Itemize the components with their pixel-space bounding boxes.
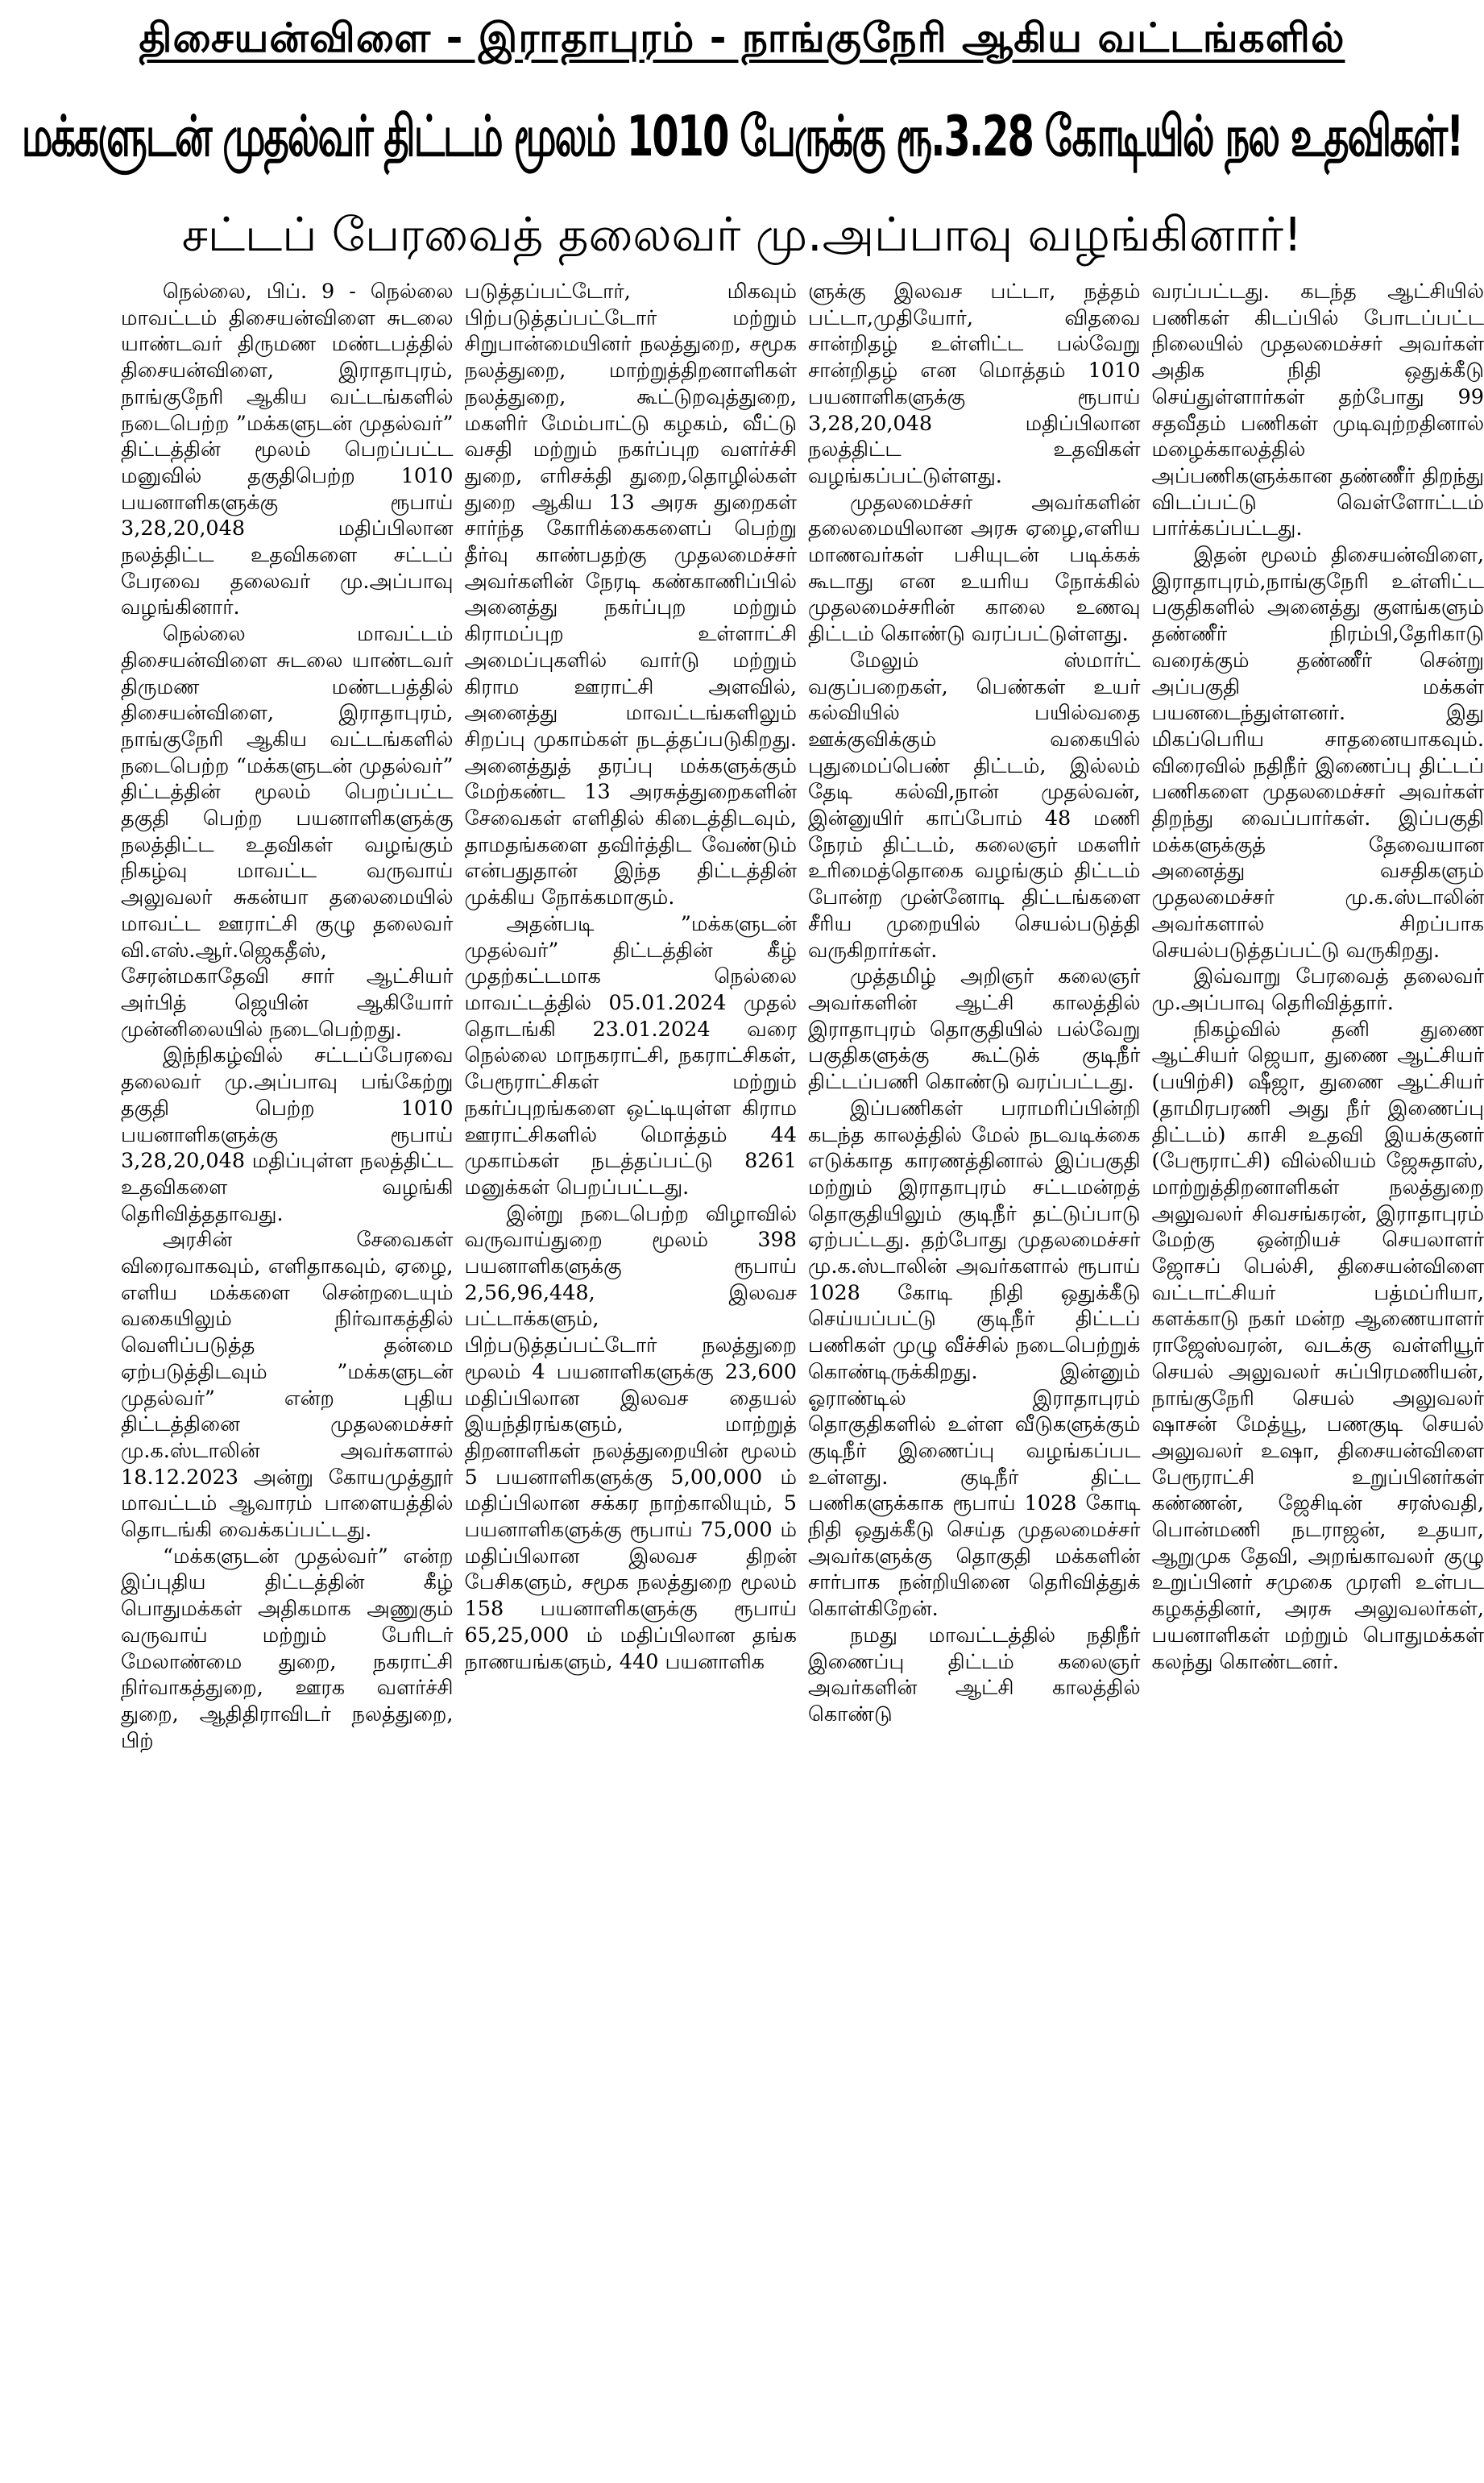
subheadline-text: சட்டப் பேரவைத் தலைவர் மு.அப்பாவு வழங்கினார்! — [181, 207, 1303, 262]
paragraph: மேலும் ஸ்மார்ட் வகுப்பறைகள், பெண்கள் உயர் கல்வியில் பயில்வதை ஊக்குவிக்கும் வகையில் புதுமைப்பெண் திட்டம், இல்லம் தேடி கல்வி,நான் முதல்வன், இன்னுயிர் காப்போம் 48 மணி நேரம் திட்டம், கலைஞர் மகளிர் உரிமைத்தொகை வழங்கும் திட்டம் போன்ற முன்னோடி திட்டங்களை சீரிய முறையில் செயல்படுத்தி வருகிறார்கள். — [808, 648, 1141, 963]
article-body — [121, 279, 1484, 2483]
paragraph: ளுக்கு இலவச பட்டா, நத்தம் பட்டா,முதியோர், விதவை சான்றிதழ் உள்ளிட்ட பல்வேறு சான்றிதழ் என மொத்தம் 1010 பயனாளிகளுக்கு ரூபாய் 3,28,20,048 மதிப்பிலான நலத்திட்ட உதவிகள் வழங்கப்பட்டுள்ளது. — [808, 280, 1141, 488]
column-1 — [121, 279, 454, 2483]
kicker-text: திசையன்விளை - இராதாபுரம் - நாங்குநேரி ஆகிய வட்டங்களில் — [139, 14, 1345, 61]
column-2 — [465, 279, 798, 2483]
paragraph: நெல்லை, பிப். 9 - நெல்லை மாவட்டம் திசையன்விளை சுடலை யாண்டவர் திருமண மண்டபத்தில் திசையன்விளை, இராதாபுரம், நாங்குநேரி ஆகிய வட்டங்களில் நடைபெற்ற ”மக்களுடன் முதல்வர்” திட்டத்தின் மூலம் பெறப்பட்ட மனுவில் தகுதிபெற்ற 1010 பயனாளிகளுக்கு ரூபாய் 3,28,20,048 மதிப்பிலான நலத்திட்ட உதவிகளை சட்டப் பேரவை தலைவர் மு.அப்பாவு வழங்கினார். — [121, 280, 454, 620]
paragraph: அதன்படி ”மக்களுடன் முதல்வர்” திட்டத்தின் கீழ் முதற்கட்டமாக நெல்லை மாவட்டத்தில் 05.01.2024 முதல் தொடங்கி 23.01.2024 வரை நெல்லை மாநகராட்சி, நகராட்சிகள், பேரூராட்சிகள் மற்றும் நகர்ப்புறங்களை ஒட்டியுள்ள கிராம ஊராட்சிகளில் மொத்தம் 44 முகாம்கள் நடத்தப்பட்டு 8261 மனுக்கள் பெறப்பட்டது. — [464, 911, 797, 1200]
paragraph: இப்பணிகள் பராமரிப்பின்றி கடந்த காலத்தில் மேல் நடவடிக்கை எடுக்காத காரணத்தினால் இப்பகுதி மற்றும் இராதாபுரம் சட்டமன்றத் தொகுதியிலும் குடிநீர் தட்டுப்பாடு ஏற்பட்டது. தற்போது முதலமைச்சர் மு.க.ஸ்டாலின் அவர்களால் ரூபாய் 1028 கோடி நிதி ஒதுக்கீடு செய்யப்பட்டு குடிநீர் திட்டப் பணிகள் முழு வீச்சில் நடைபெற்றுக் கொண்டிருக்கிறது. இன்னும் ஓராண்டில் இராதாபுரம் தொகுதிகளில் உள்ள வீடுகளுக்கும் குடிநீர் இணைப்பு வழங்கப்பட உள்ளது. குடிநீர் திட்ட பணிகளுக்காக ரூபாய் 1028 கோடி நிதி ஒதுக்கீடு செய்த முதலமைச்சர் அவர்களுக்கு தொகுதி மக்களின் சார்பாக நன்றியினை தெரிவித்துக் கொள்கிறேன். — [808, 1096, 1141, 1622]
column-3 — [808, 279, 1141, 2483]
paragraph: இதன் மூலம் திசையன்விளை, இராதாபுரம்,நாங்குநேரி உள்ளிட்ட பகுதிகளில் அனைத்து குளங்களும் தண்ணீர் நிரம்பி,தேரிகாடு வரைக்கும் தண்ணீர் சென்று அப்பகுதி மக்கள் பயனடைந்துள்ளனர். இது மிகப்பெரிய சாதனையாகவும். விரைவில் நதிநீர் இணைப்பு திட்டப் பணிகளை முதலமைச்சர் அவர்கள் திறந்து வைப்பார்கள். இப்பகுதி மக்களுக்குத் தேவையான அனைத்து வசதிகளும் முதலமைச்சர் மு.க.ஸ்டாலின் அவர்களால் சிறப்பாக செயல்படுத்தப்பட்டு வருகிறது. — [1151, 543, 1484, 963]
paragraph: முத்தமிழ் அறிஞர் கலைஞர் அவர்களின் ஆட்சி காலத்தில் இராதாபுரம் தொகுதியில் பல்வேறு பகுதிகளுக்கு கூட்டுக் குடிநீர் திட்டப்பணி கொண்டு வரப்பட்டது. — [808, 964, 1141, 1095]
paragraph: “மக்களுடன் முதல்வர்” என்ற இப்புதிய திட்டத்தின் கீழ் பொதுமக்கள் அதிகமாக அணுகும் வருவாய் மற்றும் பேரிடர் மேலாண்மை துறை, நகராட்சி நிர்வாகத்துறை, ஊரக வளர்ச்சி துறை, ஆதிதிராவிடர் நலத்துறை, பிற் — [121, 1544, 454, 1753]
paragraph: நமது மாவட்டத்தில் நதிநீர் இணைப்பு திட்டம் கலைஞர் அவர்களின் ஆட்சி காலத்தில் கொண்டு — [808, 1623, 1141, 1726]
headline-text: மக்களுடன் முதல்வர் திட்டம் மூலம் 1010 பேருக்கு ரூ.3.28 கோடியில் நல உதவிகள்! — [21, 104, 1463, 170]
article-subheadline — [0, 201, 1484, 274]
article-headline — [0, 84, 1484, 197]
paragraph: நெல்லை மாவட்டம் திசையன்விளை சுடலை யாண்டவர் திருமண மண்டபத்தில் திசையன்விளை, இராதாபுரம், நாங்குநேரி ஆகிய வட்டங்களில் நடைபெற்ற “மக்களுடன் முதல்வர்” திட்டத்தின் மூலம் பெறப்பட்ட தகுதி பெற்ற பயனாளிகளுக்கு நலத்திட்ட உதவிகள் வழங்கும் நிகழ்வு மாவட்ட வருவாய் அலுவலர் சுகன்யா தலைமையில் மாவட்ட ஊராட்சி குழு தலைவர் வி.எஸ்.ஆர்.ஜெகதீஸ், சேரன்மகாதேவி சார் ஆட்சியர் அர்பித் ஜெயின் ஆகியோர் முன்னிலையில் நடைபெற்றது. — [121, 622, 454, 1042]
column-4 — [1152, 279, 1484, 2483]
paragraph: அரசின் சேவைகள் விரைவாகவும், எளிதாகவும், ஏழை, எளிய மக்களை சென்றடையும் வகையிலும் நிர்வாகத்தில் வெளிப்படுத்த தன்மை ஏற்படுத்திடவும் ”மக்களுடன் முதல்வர்” என்ற புதிய திட்டத்தினை முதலமைச்சர் மு.க.ஸ்டாலின் அவர்களால் 18.12.2023 அன்று கோயமுத்தூர் மாவட்டம் ஆவாரம் பாளையத்தில் தொடங்கி வைக்கப்பட்டது. — [121, 1228, 454, 1543]
article-kicker — [0, 0, 1484, 81]
paragraph: இவ்வாறு பேரவைத் தலைவர் மு.அப்பாவு தெரிவித்தார். — [1151, 964, 1484, 1015]
paragraph: முதலமைச்சர் அவர்களின் தலைமையிலான அரசு ஏழை,எளிய மாணவர்கள் பசியுடன் படிக்கக் கூடாது என உயரிய நோக்கில் முதலமைச்சரின் காலை உணவு திட்டம் கொண்டு வரப்பட்டுள்ளது. — [808, 490, 1141, 647]
paragraph: நிகழ்வில் தனி துணை ஆட்சியர் ஜெயா, துணை ஆட்சியர் (பயிற்சி) ஷீஜா, துணை ஆட்சியர் (தாமிரபரணி அது நீர் இணைப்பு திட்டம்) காசி உதவி இயக்குனர் (பேரூராட்சி) வில்லியம் ஜேசுதாஸ், மாற்றுத்திறனாளிகள் நலத்துறை அலுவலர் சிவசங்கரன், இராதாபுரம் மேற்கு ஒன்றியச் செயலாளர் ஜோசப் பெல்சி, திசையன்விளை வட்டாட்சியர் பத்மப்ரியா, களக்காடு நகர் மன்ற ஆணையாளர் ராஜேஸ்வரன், வடக்கு வள்ளியூர் செயல் அலுவலர் சுப்பிரமணியன், நாங்குநேரி செயல் அலுவலர் ஷாசன் மேத்யூ, பணகுடி செயல் அலுவலர் உஷா, திசையன்விளை பேரூராட்சி உறுப்பினர்கள் கண்ணன், ஜேசிடின் சரஸ்வதி, பொன்மணி நடராஜன், உதயா, ஆறுமுக தேவி, அறங்காவலர் குழு உறுப்பினர் சமுகை முரளி உள்பட கழகத்தினர், அரசு அலுவலர்கள், பயனாளிகள் மற்றும் பொதுமக்கள் கலந்து கொண்டனர். — [1151, 1017, 1484, 1674]
paragraph: படுத்தப்பட்டோர், மிகவும் பிற்படுத்தப்பட்டோர் மற்றும் சிறுபான்மையினர் நலத்துறை, சமூக நலத்துறை, மாற்றுத்திறனாளிகள் நலத்துறை, கூட்டுறவுத்துறை, மகளிர் மேம்பாட்டு கழகம், வீட்டு வசதி மற்றும் நகர்ப்புற வளர்ச்சி துறை, எரிசக்தி துறை,தொழில்கள் துறை ஆகிய 13 அரசு துறைகள் சார்ந்த கோரிக்கைகளைப் பெற்று தீர்வு காண்பதற்கு முதலமைச்சர் அவர்களின் நேரடி கண்காணிப்பில் அனைத்து நகர்ப்புற மற்றும் கிராமப்புற உள்ளாட்சி அமைப்புகளில் வார்டு மற்றும் கிராம ஊராட்சி அளவில், அனைத்து மாவட்டங்களிலும் சிறப்பு முகாம்கள் நடத்தப்படுகிறது. அனைத்துத் தரப்பு மக்களுக்கும் மேற்கண்ட 13 அரசுத்துறைகளின் சேவைகள் எளிதில் கிடைத்திடவும், தாமதங்களை தவிர்த்திட வேண்டும் என்பதுதான் இந்த திட்டத்தின் முக்கிய நோக்கமாகும். — [464, 280, 797, 910]
paragraph: இன்று நடைபெற்ற விழாவில் வருவாய்துறை மூலம் 398 பயனாளிகளுக்கு ரூபாய் 2,56,96,448, இலவச பட்டாக்களும், பிற்படுத்தப்பட்டோர் நலத்துறை மூலம் 4 பயனாளிகளுக்கு 23,600 மதிப்பிலான இலவச தையல் இயந்திரங்களும், மாற்றுத் திறனாளிகள் நலத்துறையின் மூலம் 5 பயனாளிகளுக்கு 5,00,000 ம் மதிப்பிலான சக்கர நாற்காலியும், 5 பயனாளிகளுக்கு ரூபாய் 75,000 ம் மதிப்பிலான இலவச திறன் பேசிகளும், சமூக நலத்துறை மூலம் 158 பயனாளிகளுக்கு ரூபாய் 65,25,000 ம் மதிப்பிலான தங்க நாணயங்களும், 440 பயனாளிக — [464, 1201, 797, 1674]
paragraph: வரப்பட்டது. கடந்த ஆட்சியில் பணிகள் கிடப்பில் போடப்பட்ட நிலையில் முதலமைச்சர் அவர்கள் அதிக நிதி ஒதுக்கீடு செய்துள்ளார்கள் தற்போது 99 சதவீதம் பணிகள் முடிவுற்றதினால் மழைக்காலத்தில் அப்பணிகளுக்கான தண்ணீர் திறந்து விடப்பட்டு வெள்ளோட்டம் பார்க்கப்பட்டது. — [1151, 280, 1484, 541]
paragraph: இந்நிகழ்வில் சட்டப்பேரவை தலைவர் மு.அப்பாவு பங்கேற்று தகுதி பெற்ற 1010 பயனாளிகளுக்கு ரூபாய் 3,28,20,048 மதிப்புள்ள நலத்திட்ட உதவிகளை வழங்கி தெரிவித்ததாவது. — [121, 1043, 454, 1226]
